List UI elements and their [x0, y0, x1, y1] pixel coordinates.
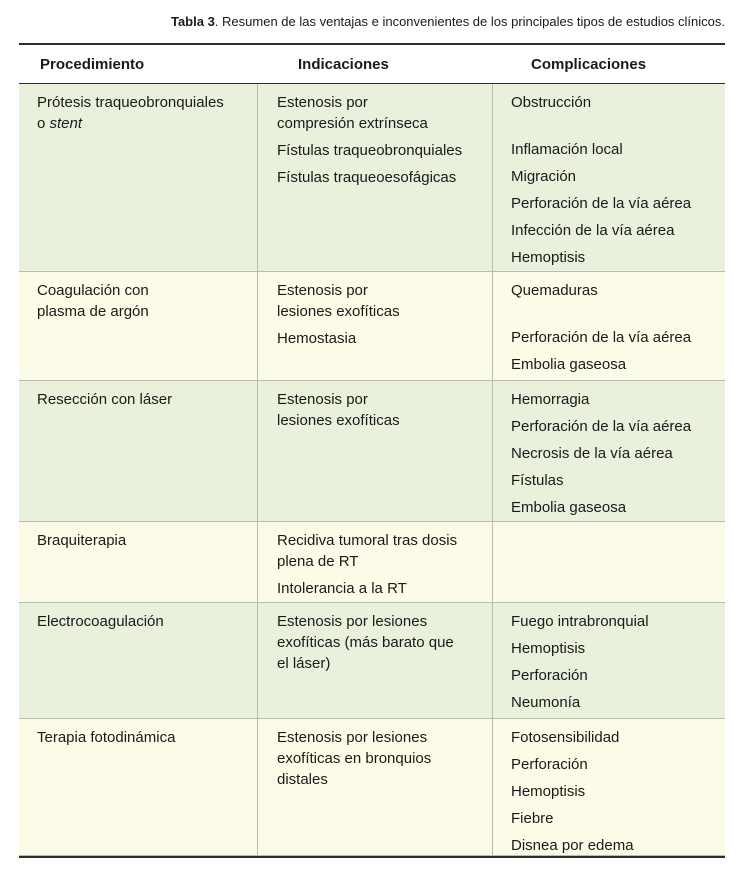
indicacion-item: Estenosis por lesiones exofíticas [277, 282, 400, 320]
table-caption [171, 14, 725, 29]
indicacion-item: Hemostasia [277, 330, 357, 347]
procedimiento-italic: stent [49, 115, 83, 132]
header-procedimiento: Procedimiento [40, 55, 145, 73]
cell-procedimiento [19, 272, 258, 380]
header-indicaciones: Indicaciones [298, 55, 389, 73]
cell-procedimiento [19, 381, 258, 521]
indicacion-item: Estenosis por lesiones exofíticas [277, 391, 400, 429]
table-row [19, 522, 725, 603]
complicacion-item: Quemaduras [511, 282, 598, 299]
complicacion-item: Hemoptisis [511, 640, 586, 657]
procedimiento-line: Electrocoagulación [37, 613, 164, 630]
cell-procedimiento [19, 719, 258, 855]
complicacion-item: Embolia gaseosa [511, 499, 627, 516]
table-row [19, 84, 725, 272]
cell-procedimiento [19, 84, 258, 271]
complicacion-item: Necrosis de la vía aérea [511, 445, 673, 462]
table-row [19, 272, 725, 381]
complicacion-item: Perforación [511, 756, 588, 773]
indicacion-item: Estenosis por lesiones exofíticas en bronquios distales [277, 729, 432, 788]
cell-complicaciones [493, 603, 725, 718]
complicacion-item: Inflamación local [511, 141, 623, 158]
cell-procedimiento [19, 522, 258, 602]
complicacion-item: Obstrucción [511, 94, 592, 111]
cell-indicaciones [258, 272, 493, 380]
table-row [19, 381, 725, 522]
complicacion-item: Fuego intrabronquial [511, 613, 649, 630]
cell-indicaciones [258, 84, 493, 271]
cell-procedimiento [19, 603, 258, 718]
caption-label: Tabla 3 [170, 14, 215, 29]
complicacion-item: Perforación de la vía aérea [511, 195, 692, 212]
table-row [19, 603, 725, 719]
complicacion-item: Fístulas [511, 472, 564, 489]
complicacion-item: Disnea por edema [511, 837, 634, 854]
complicacion-item: Fiebre [511, 810, 554, 827]
indicacion-item: Recidiva tumoral tras dosis plena de RT [277, 532, 458, 570]
procedimiento-line [37, 113, 257, 134]
complicacion-item: Hemorragia [511, 391, 590, 408]
caption-text: . Resumen de las ventajas e inconvenientes de los principales tipos de estudios clínicos. [214, 14, 725, 29]
table-bottom-rule [19, 856, 725, 858]
cell-complicaciones [493, 522, 725, 602]
spacer [511, 119, 725, 139]
procedimiento-text: o [37, 115, 50, 132]
header-complicaciones: Complicaciones [531, 55, 647, 73]
indicacion-item: Estenosis por lesiones exofíticas (más barato que el láser) [277, 613, 454, 672]
cell-indicaciones [258, 381, 493, 521]
indicacion-item: Fístulas traqueobronquiales [277, 142, 463, 159]
procedimiento-line: Resección con láser [37, 391, 173, 408]
indicacion-item: Estenosis por compresión extrínseca [277, 94, 428, 132]
cell-complicaciones [493, 84, 725, 271]
procedimiento-line: Terapia fotodinámica [37, 729, 176, 746]
indicacion-item: Intolerancia a la RT [277, 580, 407, 597]
complicacion-item: Perforación de la vía aérea [511, 418, 692, 435]
procedimiento-line: Braquiterapia [37, 532, 127, 549]
table-row [19, 719, 725, 856]
complicacion-item: Neumonía [511, 694, 581, 711]
cell-indicaciones [258, 719, 493, 855]
table-header [19, 45, 725, 83]
cell-complicaciones [493, 272, 725, 380]
cell-complicaciones [493, 719, 725, 855]
procedimiento-line: Prótesis traqueobronquiales [37, 94, 224, 111]
cell-indicaciones [258, 603, 493, 718]
complicacion-item: Migración [511, 168, 577, 185]
indicacion-item: Fístulas traqueoesofágicas [277, 169, 457, 186]
complicacion-item: Hemoptisis [511, 783, 586, 800]
procedimiento-line: Coagulación con plasma de argón [37, 282, 149, 320]
cell-indicaciones [258, 522, 493, 602]
procedures-table [19, 43, 725, 858]
complicacion-item: Embolia gaseosa [511, 356, 627, 373]
spacer [511, 307, 725, 327]
complicacion-item: Fotosensibilidad [511, 729, 620, 746]
complicacion-item: Hemoptisis [511, 249, 586, 266]
cell-complicaciones [493, 381, 725, 521]
complicacion-item: Infección de la vía aérea [511, 222, 675, 239]
complicacion-item: Perforación [511, 667, 588, 684]
complicacion-item: Perforación de la vía aérea [511, 329, 692, 346]
